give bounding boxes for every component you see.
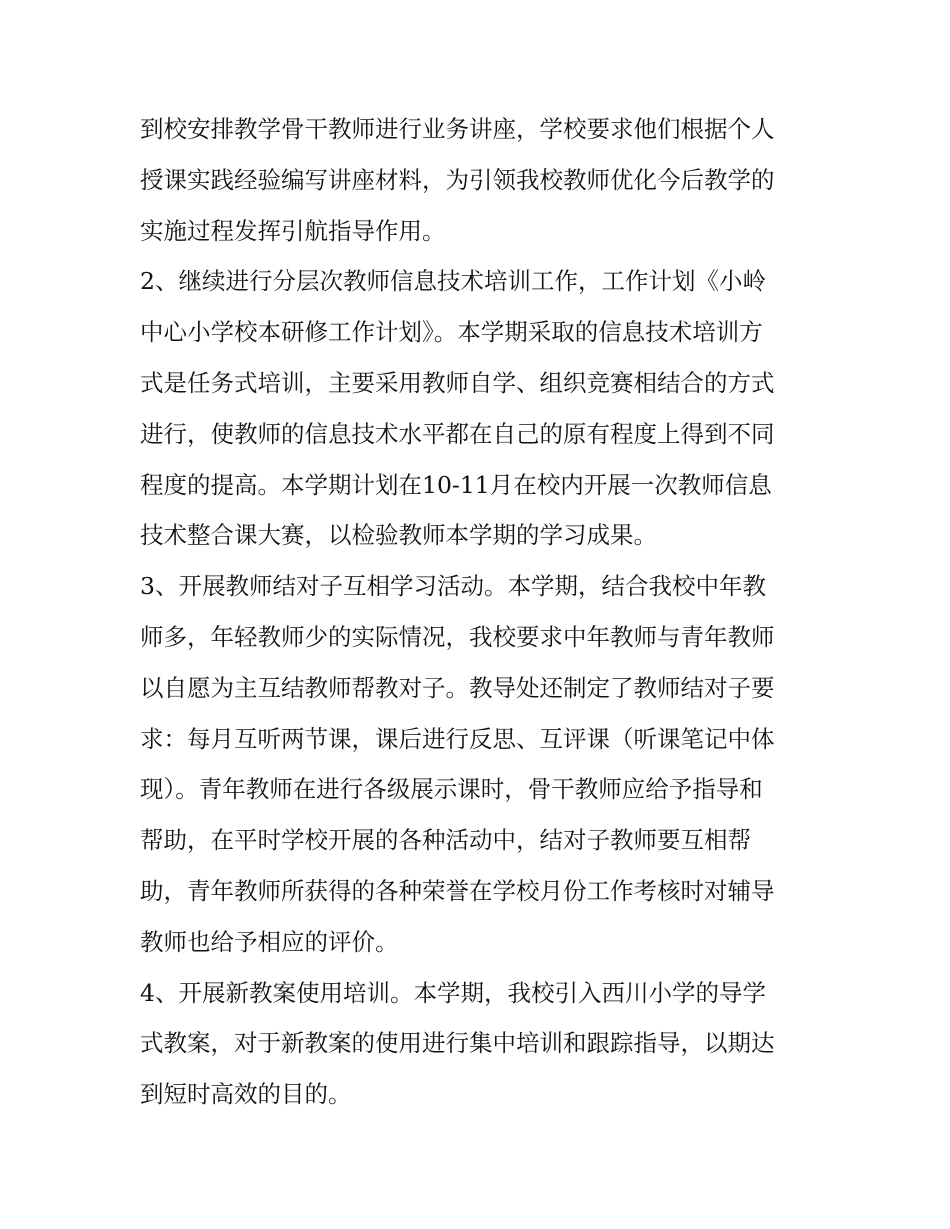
paragraph-3 bbox=[140, 561, 820, 967]
paragraph-1 bbox=[140, 104, 820, 256]
text-line: 授课实践经验编写讲座材料，为引领我校教师优化今后教学的 bbox=[140, 165, 775, 194]
text-line: 教师也给予相应的评价。 bbox=[140, 927, 399, 956]
paragraph-2 bbox=[140, 256, 820, 561]
text-line: 师多，年轻教师少的实际情况，我校要求中年教师与青年教师 bbox=[140, 622, 775, 651]
text-line: 3、开展教师结对子互相学习活动。本学期，结合我校中年教 bbox=[140, 572, 766, 601]
text-line: 中心小学校本研修工作计划》。本学期采取的信息技术培训方 bbox=[140, 318, 763, 347]
text-line: 到校安排教学骨干教师进行业务讲座，学校要求他们根据个人 bbox=[140, 115, 775, 143]
text-line: 4、开展新教案使用培训。本学期，我校引入西川小学的导学 bbox=[140, 978, 766, 1007]
text-line: 2、继续进行分层次教师信息技术培训工作，工作计划《小岭 bbox=[140, 267, 766, 296]
text-line: 助，青年教师所获得的各种荣誉在学校月份工作考核时对辅导 bbox=[140, 876, 775, 905]
text-line: 技术整合课大赛，以检验教师本学期的学习成果。 bbox=[140, 521, 657, 550]
text-line: 进行，使教师的信息技术水平都在自己的原有程度上得到不同 bbox=[140, 419, 775, 448]
text-line: 程度的提高。本学期计划在10-11月在校内开展一次教师信息 bbox=[140, 470, 772, 499]
text-line: 以自愿为主互结教师帮教对子。教导处还制定了教师结对子要 bbox=[140, 673, 775, 702]
text-line: 实施过程发挥引航指导作用。 bbox=[140, 216, 446, 245]
text-line: 现）。青年教师在进行各级展示课时，骨干教师应给予指导和 bbox=[140, 775, 763, 804]
text-line: 式是任务式培训，主要采用教师自学、组织竞赛相结合的方式 bbox=[140, 368, 775, 397]
paragraph-4 bbox=[140, 968, 820, 1120]
text-line: 到短时高效的目的。 bbox=[140, 1080, 352, 1109]
text-line: 帮助，在平时学校开展的各种活动中，结对子教师要互相帮 bbox=[140, 826, 751, 855]
text-line: 求：每月互听两节课，课后进行反思、互评课（听课笔记中体 bbox=[140, 724, 775, 753]
document-body bbox=[140, 104, 820, 1120]
text-line: 式教案，对于新教案的使用进行集中培训和跟踪指导，以期达 bbox=[140, 1029, 775, 1058]
